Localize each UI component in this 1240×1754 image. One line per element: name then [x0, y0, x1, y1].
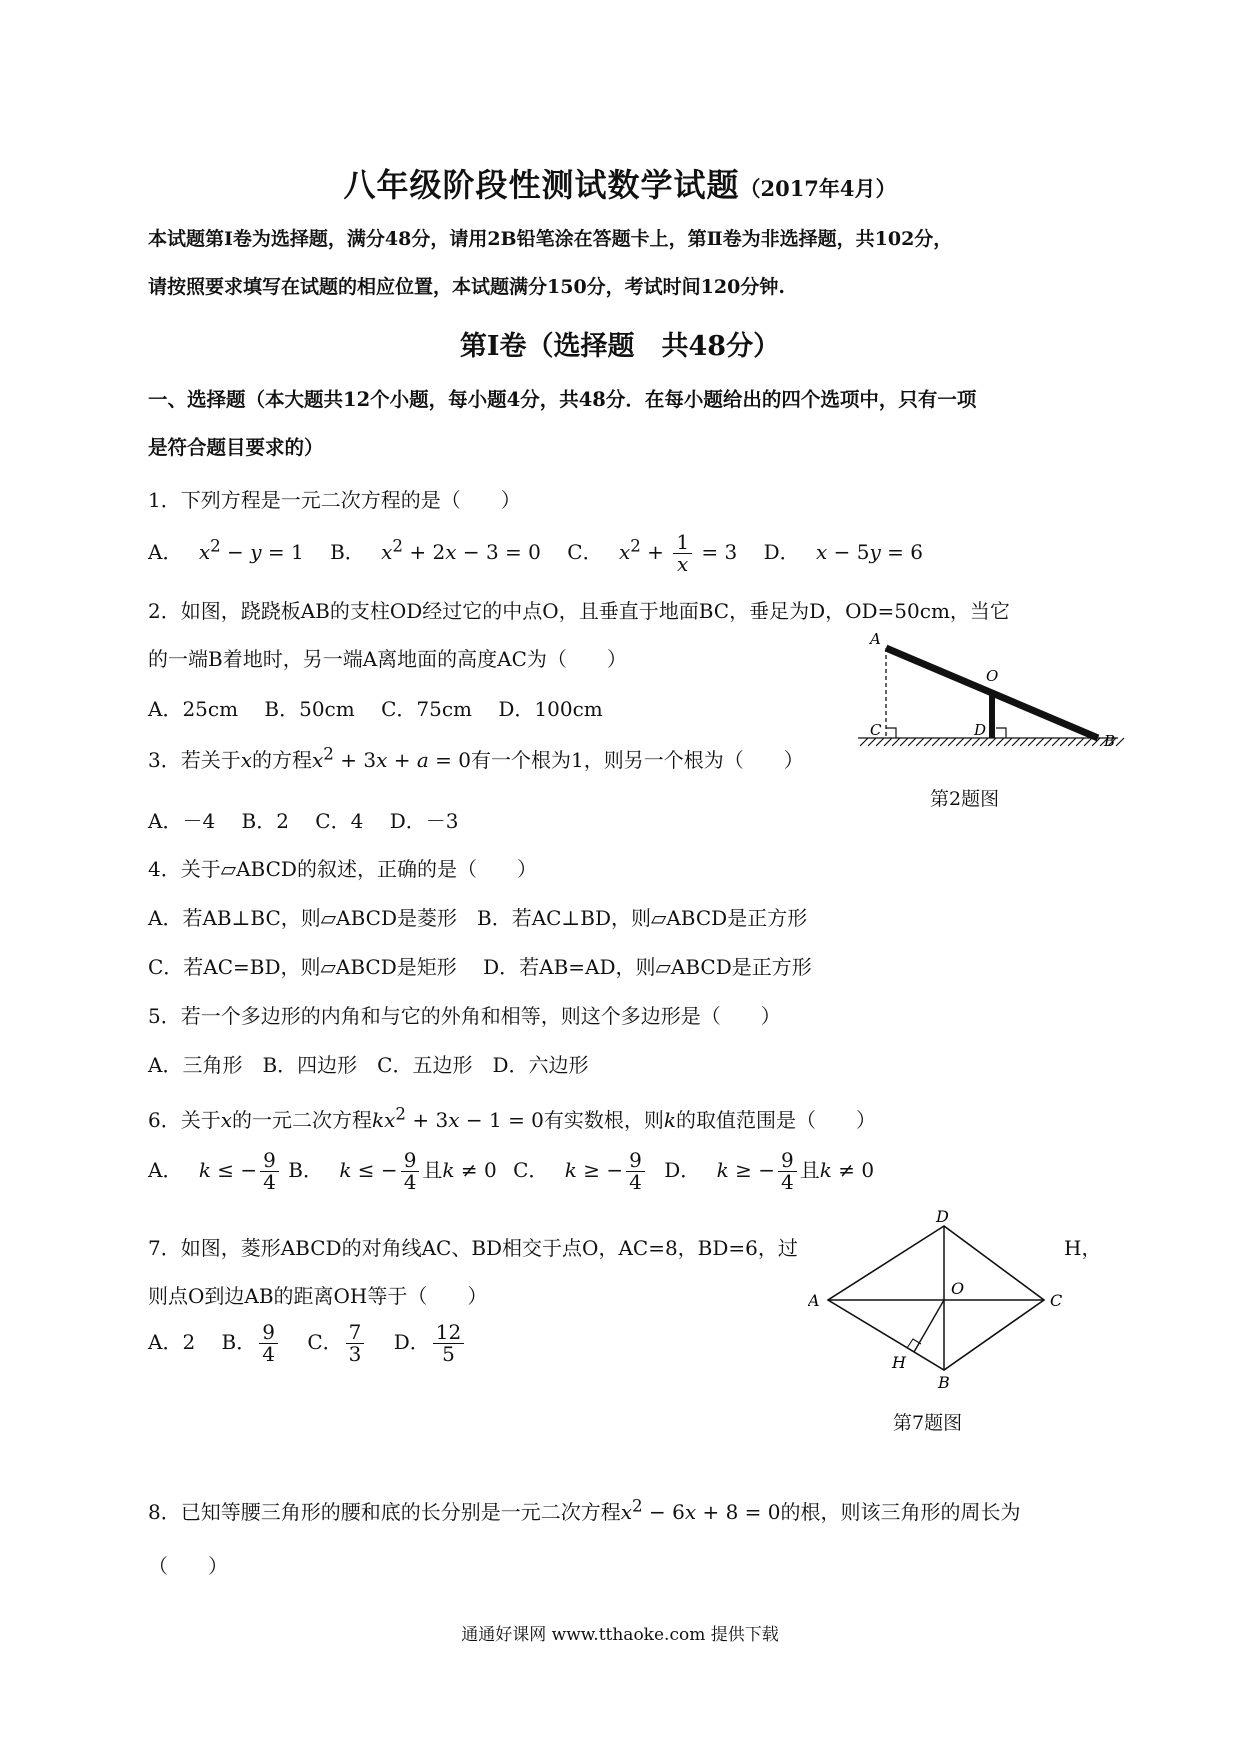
label-o: O — [951, 1279, 965, 1298]
q3-stem: 3．若关于x的方程$x^2 + 3x + a = 0$有一个根为1，则另一个根为（ ） — [148, 744, 804, 772]
q8-equation: $x^2 - 6x + 8 = 0$ — [620, 1496, 781, 1524]
q1-option-c-label: C． — [567, 540, 603, 564]
q7-line-1: 7．如图，菱形ABCD的对角线AC、BD相交于点O，AC=8，BD=6，过 — [148, 1236, 798, 1260]
q7-option-a: A．2 — [148, 1330, 196, 1354]
q2-figure-caption: 第2题图 — [930, 788, 1000, 810]
q6-option-d-math: k ≥ − $\frac{9}{4}$ 且k ≠ 0 — [716, 1148, 875, 1194]
q6-stem-mid: 的一元二次方程 — [232, 1108, 373, 1132]
hatch-mark — [956, 738, 964, 746]
segment-oh — [914, 1300, 944, 1352]
hatch-mark — [876, 738, 884, 746]
q6-equation: $kx^2 + 3x - 1 = 0$ — [372, 1104, 544, 1132]
hatch-mark — [1004, 738, 1012, 746]
label-o: O — [986, 667, 999, 685]
q7-line-2: 则点O到边AB的距离OH等于（ ） — [148, 1284, 488, 1308]
label-d: D — [936, 1208, 949, 1226]
hatch-mark — [1116, 738, 1124, 746]
hatch-mark — [1036, 738, 1044, 746]
hatch-mark — [868, 738, 876, 746]
q8-line-2: （ ） — [148, 1554, 228, 1578]
q5-stem: 5．若一个多边形的内角和与它的外角和相等，则这个多边形是（ ） — [148, 1004, 781, 1028]
hatch-mark — [892, 738, 900, 746]
hatch-mark — [988, 738, 996, 746]
q6-option-b-math: k ≤ − $\frac{9}{4}$ 且k ≠ 0 — [339, 1148, 497, 1194]
label-c: C — [870, 721, 882, 739]
instructions-line-1: 一、选择题（本大题共12个小题，每小题4分，共48分．在每小题给出的四个选项中，只有一项 — [148, 388, 977, 411]
label-h: H — [892, 1353, 906, 1372]
q1-option-d-label: D． — [763, 540, 800, 564]
hatch-mark — [932, 738, 940, 746]
q3-stem-prefix: 3．若关于 — [148, 748, 241, 772]
right-angle-c — [886, 728, 896, 738]
q3-equation: $x^2 + 3x + a = 0$ — [312, 744, 472, 772]
q7-option-d-label: D． — [393, 1330, 430, 1354]
rhombus-abcd — [828, 1226, 1044, 1370]
title-main: 八年级阶段性测试数学试题 — [343, 166, 740, 204]
q2-line-1: 2．如图，跷跷板AB的支柱OD经过它的中点O，且垂直于地面BC，垂足为D，OD=50cm，当它 — [148, 599, 1010, 623]
q4-options-line-2: C．若AC=BD，则▱ABCD是矩形 D．若AB=AD，则▱ABCD是正方形 — [148, 955, 812, 979]
q1-option-d-math: x − 5y = 6 — [816, 540, 924, 564]
q4-stem: 4．关于▱ABCD的叙述，正确的是（ ） — [148, 857, 537, 881]
hatch-mark — [1044, 738, 1052, 746]
intro-line-1: 本试题第Ⅰ卷为选择题，满分48分，请用2B铅笔涂在答题卡上，第Ⅱ卷为非选择题，共102分， — [148, 228, 953, 250]
hatch-mark — [996, 738, 1004, 746]
q6-option-b-and: 且 — [422, 1158, 443, 1182]
q1-option-a-math: $x^2 - y = 1$ — [198, 536, 304, 564]
q7-line-1-tail: H， — [1064, 1236, 1102, 1260]
q6-option-a-label: A． — [148, 1158, 183, 1182]
q8-stem-suffix: 的根，则该三角形的周长为 — [780, 1500, 1021, 1524]
title-date: （2017年4月） — [739, 176, 897, 201]
label-c: C — [1050, 1291, 1063, 1310]
hatch-mark — [1068, 738, 1076, 746]
q6-option-b-label: B． — [288, 1158, 323, 1182]
hatch-mark — [884, 738, 892, 746]
section-title: 第Ⅰ卷（选择题 共48分） — [459, 331, 781, 362]
q6-option-c-math: k ≥ − $\frac{9}{4}$ — [555, 1158, 648, 1182]
q6-option-d-label: D． — [664, 1158, 701, 1182]
intro-line-2: 请按照要求填写在试题的相应位置，本试题满分150分，考试时间120分钟. — [148, 276, 785, 298]
label-b: B — [1104, 732, 1116, 750]
q3-stem-mid: 的方程 — [252, 748, 313, 772]
q1-stem: 1．下列方程是一元二次方程的是（ ） — [148, 488, 521, 512]
hatch-mark — [908, 738, 916, 746]
q7-option-c-frac: $\frac{7}{3}$ — [346, 1322, 365, 1365]
q1-option-a-label: A． — [148, 540, 183, 564]
hatch-mark — [940, 738, 948, 746]
ground-hatching — [858, 738, 1124, 746]
q7-option-b-frac: $\frac{9}{4}$ — [259, 1322, 278, 1365]
hatch-mark — [1012, 738, 1020, 746]
q7-option-d-frac: $\frac{12}{5}$ — [433, 1322, 464, 1365]
q3-options: A．－4 B．2 C．4 D．－3 — [148, 809, 459, 833]
q1-options — [148, 532, 923, 575]
q7-option-c-label: C． — [307, 1330, 343, 1354]
instructions-line-2: 是符合题目要求的） — [148, 436, 324, 459]
q8-stem-prefix: 8．已知等腰三角形的腰和底的长分别是一元二次方程 — [148, 1500, 621, 1524]
q6-option-d-and: 且 — [799, 1158, 820, 1182]
hatch-mark — [900, 738, 908, 746]
q2-line-2: 的一端B着地时，另一端A离地面的高度AC为（ ） — [148, 647, 627, 671]
q3-stem-suffix: 有一个根为1，则另一个根为（ ） — [471, 748, 804, 772]
q6-stem: 6．关于x的一元二次方程$kx^2 + 3x - 1 = 0$有实数根，则k的取值范围是（ ） — [148, 1104, 877, 1132]
exam-title — [0, 160, 1240, 206]
q1-option-b-label: B． — [330, 540, 365, 564]
hatch-mark — [1020, 738, 1028, 746]
hatch-mark — [972, 738, 980, 746]
hatch-mark — [916, 738, 924, 746]
q1-option-c-math: $x^2$ + $\frac{1}{x}$ = 3 — [618, 530, 738, 576]
q6-option-c-label: C． — [513, 1158, 549, 1182]
q6-stem-suffix: 的取值范围是（ ） — [676, 1108, 877, 1132]
right-angle-d — [996, 728, 1006, 738]
q2-options: A．25cm B．50cm C．75cm D．100cm — [148, 697, 603, 721]
hatch-mark — [1084, 738, 1092, 746]
hatch-mark — [1076, 738, 1084, 746]
q6-options — [148, 1150, 874, 1193]
label-a: A — [808, 1291, 820, 1310]
q7-options — [148, 1322, 467, 1365]
page-footer: 通通好课网 www.tthaoke.com 提供下载 — [461, 1625, 779, 1645]
q6-stem-prefix: 6．关于 — [148, 1108, 221, 1132]
hatch-mark — [924, 738, 932, 746]
hatch-mark — [948, 738, 956, 746]
q7-rhombus-figure — [808, 1208, 1078, 1390]
q2-seesaw-figure — [856, 628, 1126, 758]
q6-option-a-math: k ≤ − $\frac{9}{4}$ — [189, 1158, 282, 1182]
hatch-mark — [860, 738, 868, 746]
label-d: D — [974, 721, 987, 739]
hatch-mark — [1028, 738, 1036, 746]
hatch-mark — [1052, 738, 1060, 746]
q6-stem-mid2: 有实数根，则 — [543, 1108, 664, 1132]
label-a: A — [870, 630, 881, 648]
q8-stem — [148, 1496, 1021, 1525]
hatch-mark — [980, 738, 988, 746]
q4-options-line-1: A．若AB⊥BC，则▱ABCD是菱形 B．若AC⊥BD，则▱ABCD是正方形 — [148, 906, 808, 930]
label-b: B — [938, 1373, 950, 1390]
q7-figure-caption: 第7题图 — [893, 1412, 963, 1434]
hatch-mark — [1060, 738, 1068, 746]
q5-options: A．三角形 B．四边形 C．五边形 D．六边形 — [148, 1053, 589, 1077]
q1-option-b-math: $x^2 + 2x - 3 = 0$ — [381, 536, 541, 564]
hatch-mark — [964, 738, 972, 746]
q7-option-b-label: B． — [221, 1330, 257, 1354]
